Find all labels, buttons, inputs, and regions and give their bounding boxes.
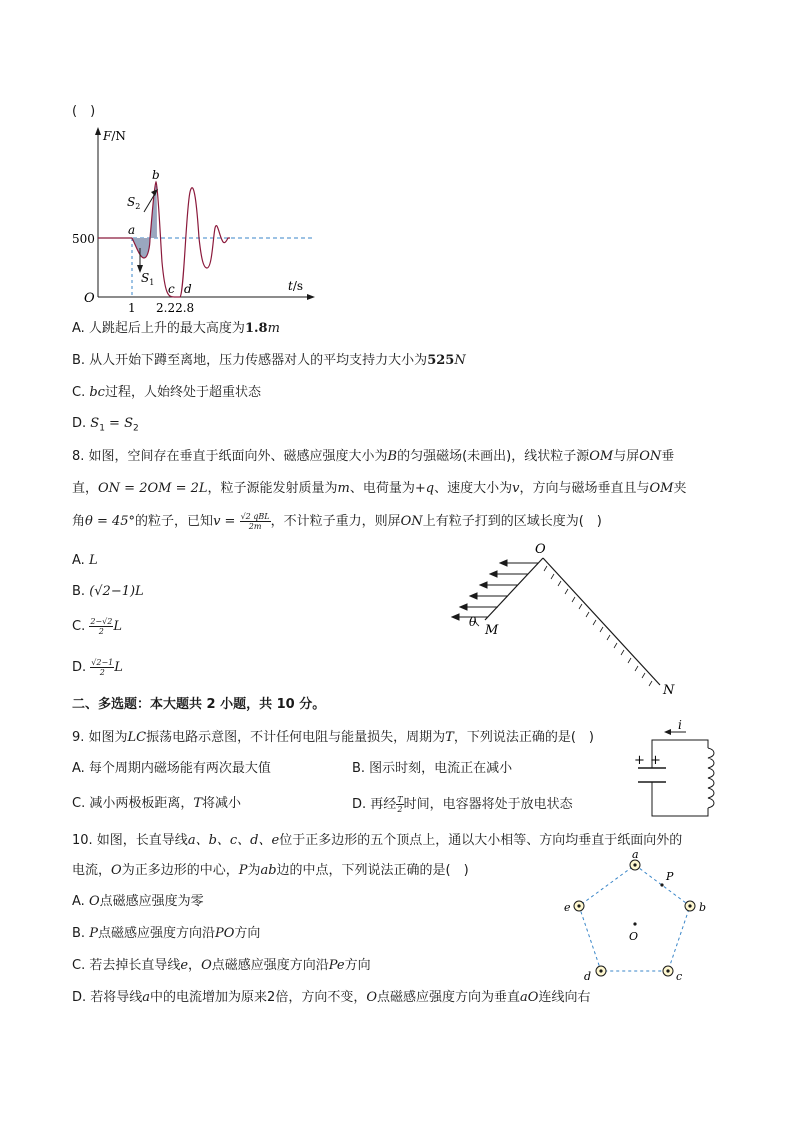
q9-stem: 9. 如图为LC振荡电路示意图，不计任何电阻与能量损失，周期为T，下列说法正确的是( ) [72,730,594,745]
q10-option-c: C. 若去掉长直导线e，O点磁感应强度方向沿Pe方向 [72,958,371,973]
x-axis-label: t/s [288,279,304,293]
wire-c-label: c [676,970,683,983]
q8-stem-line1: 8. 如图，空间存在垂直于纸面向外、磁感应强度大小为B的匀强磁场(未画出)，线状粒子源OM与屏ON垂 [72,449,675,464]
theta-label: θ [469,615,477,629]
q9-option-b: B. 图示时刻，电流正在减小 [352,761,513,776]
q7-option-a: A. 人跳起后上升的最大高度为1.8m [72,321,280,336]
q10-stem-line1: 10. 如图，长直导线a、b、c、d、e位于正多边形的五个顶点上，通以大小相等、方向均垂直于纸面向外的 [72,833,683,848]
area-s2-label: $S_2$ [127,195,141,211]
point-d-label: d [184,282,192,296]
q8-option-d: D. $\frac{√2-1}{2}$ L [72,658,123,677]
q10-stem-line2: 电流，O为正多边形的中心，P为ab边的中点，下列说法正确的是( ) [72,863,469,878]
q7-answer-paren: ( ) [72,104,96,119]
q9-lc-circuit-figure [628,720,718,820]
plus-sign-1: + [634,753,645,768]
x-tick-1: 1 [128,301,136,315]
center-o-label: O [629,930,639,943]
q9-option-c: C. 减小两极板距离，T将减小 [72,796,242,811]
point-a-label: a [128,223,136,237]
y-tick-500: 500 [72,232,95,246]
q7-option-b: B. 从人开始下蹲至离地，压力传感器对人的平均支持力大小为525N [72,353,466,368]
point-o-label: O [535,542,546,557]
wire-e-label: e [564,901,571,914]
plus-sign-2: + [650,753,661,768]
q8-stem-line3: 角θ = 45°的粒子，已知v = $\frac{\text{√2 qBL}}{2m}$ ，不计粒子重力，则屏ON上有粒子打到的区域长度为( ) [72,512,602,531]
y-axis-label: F/N [103,129,126,143]
point-n-label: N [663,683,675,698]
wire-a-label: a [632,848,639,861]
q9-option-a: A. 每个周期内磁场能有两次最大值 [72,761,271,776]
point-p-label: P [666,870,674,883]
point-c-label: c [168,282,175,296]
q10-option-b: B. P点磁感应强度方向沿PO方向 [72,926,261,941]
q8-particle-source-figure [445,540,685,700]
q8-option-b: B. (√2−1)L [72,584,144,599]
q10-option-d: D. 若将导线a中的电流增加为原来2倍，方向不变，O点磁感应强度方向为垂直aO连线向右 [72,990,591,1005]
origin-label: O [84,291,95,306]
center-o-dot [633,922,636,925]
point-p-dot [660,883,663,886]
point-m-label: M [485,623,499,638]
area-s1-label: $S_1$ [141,271,155,287]
section-2-heading: 二、多选题：本大题共 2 小题，共 10 分。 [72,697,326,712]
q8-option-c: C. $\frac{2-√2}{2}$ L [72,617,122,636]
wire-d-label: d [584,970,592,983]
point-b-label: b [152,168,160,182]
velocity-fraction: $\frac{\text{√2 qBL}}{2m}$ [240,512,270,531]
q10-pentagon-figure [560,850,720,985]
x-tick-2: 2.22.8 [156,301,195,315]
q10-option-a: A. O点磁感应强度为零 [72,894,204,909]
q7-force-time-graph [70,122,330,322]
q7-option-c: C. bc过程，人始终处于超重状态 [72,385,261,400]
q8-option-a: A. L [72,553,98,568]
q9-option-d: D. 再经 $\frac{T}{2}$ 时间，电容器将处于放电状态 [352,795,573,814]
wire-b-label: b [699,901,707,914]
current-i-label: i [678,718,682,732]
q7-option-d: D. $S_1 = S_2$ [72,416,139,434]
q8-stem-line2: 直，ON = 2OM = 2L，粒子源能发射质量为m、电荷量为+q、速度大小为v，方向与磁场垂直且与OM夹 [72,481,687,496]
